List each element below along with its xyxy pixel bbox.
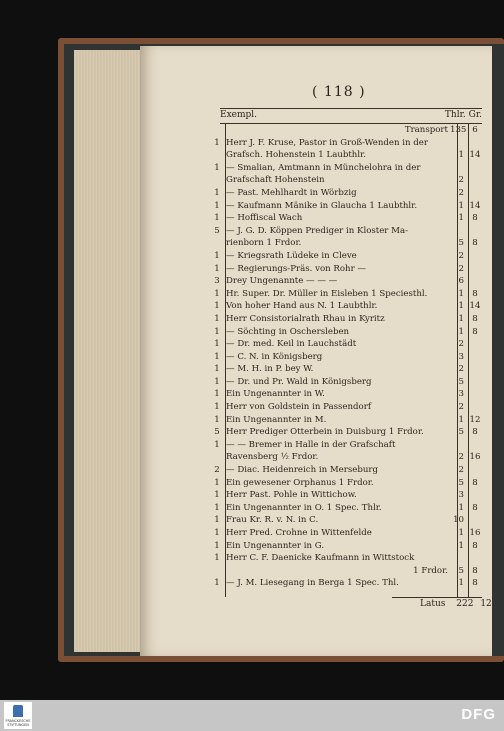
amount-gr: 8: [472, 213, 478, 224]
table-row: [212, 313, 484, 326]
copies-count: 1: [214, 540, 220, 551]
table-row: [212, 502, 484, 515]
donor-entry: Ravensberg ½ Frdor.: [226, 452, 319, 463]
amount-thlr: 1: [458, 528, 464, 538]
copies-count: 1: [214, 213, 220, 224]
copies-count: 1: [214, 339, 220, 350]
amount-thlr: 1: [458, 200, 464, 211]
copies-count: 1: [214, 553, 220, 564]
copies-count: 1: [214, 414, 220, 425]
donor-entry: Grafsch. Hohenstein 1 Laubthlr.: [226, 150, 366, 161]
amount-gr: 8: [472, 540, 478, 551]
donor-entry: Herr Pred. Crohne in Wittenfelde: [226, 528, 372, 538]
amount-thlr: 1: [458, 540, 464, 551]
copies-count: 1: [214, 578, 220, 589]
amount-gr: 8: [472, 578, 478, 589]
table-row: [212, 288, 484, 301]
amount-thlr: 10: [453, 515, 464, 526]
donor-entry: rienborn 1 Frdor.: [226, 238, 302, 249]
amount-thlr: 135: [450, 125, 467, 135]
copies-count: 1: [214, 402, 220, 413]
donor-entry: — Dr. und Pr. Wald in Königsberg: [226, 376, 372, 387]
amount-gr: 14: [469, 200, 481, 211]
donor-entry: Von hoher Hand aus N. 1 Laubthlr.: [226, 301, 378, 312]
latus-total: [420, 599, 492, 609]
donor-entry: Ein Ungenannter in O. 1 Spec. Thlr.: [226, 502, 382, 513]
donor-entry: — Söchting in Oschersleben: [226, 326, 350, 337]
copies-count: 1: [214, 389, 220, 400]
table-row: [212, 237, 484, 250]
copies-count: 5: [214, 225, 220, 236]
copies-count: 1: [214, 351, 220, 362]
donor-entry: Herr Consistorialrath Rhau in Kyritz: [226, 313, 385, 324]
header-top-rule: [220, 108, 482, 109]
amount-thlr: 1: [458, 150, 464, 161]
table-row: [212, 200, 484, 213]
amount-thlr: 1: [458, 288, 464, 299]
donor-entry: — M. H. in P. bey W.: [226, 364, 314, 375]
page-edges: [74, 50, 144, 652]
copies-count: 1: [214, 490, 220, 501]
donor-entry: — Diac. Heidenreich in Merseburg: [226, 465, 378, 476]
donor-entry: Ein gewesener Orphanus 1 Frdor.: [226, 477, 374, 488]
donor-entry: Ein Ungenannter in G.: [226, 540, 325, 551]
copies-count: 2: [214, 465, 220, 476]
amount-gr: 8: [472, 427, 478, 438]
copies-count: 5: [214, 427, 220, 438]
amount-gr: 8: [472, 477, 478, 488]
table-row: [212, 451, 484, 464]
amount-thlr: 2: [458, 465, 464, 476]
amount-gr: 16: [469, 528, 481, 538]
donor-entry: — Kriegsrath Lüdeke in Cleve: [226, 250, 357, 261]
amount-thlr: 2: [458, 187, 464, 198]
donor-entry: — Dr. med. Keil in Lauchstädt: [226, 339, 357, 350]
donor-entry: Drey Ungenannte — — —: [226, 276, 338, 287]
amount-thlr: 1: [458, 578, 464, 589]
table-row: [212, 552, 484, 565]
amount-gr: 8: [472, 313, 478, 324]
donor-entry: — Regierungs-Präs. von Rohr —: [226, 263, 367, 274]
table-row: [212, 225, 484, 238]
dfg-logo: DFG: [461, 706, 496, 723]
amount-gr: 16: [469, 452, 481, 463]
table-row: [212, 489, 484, 502]
table-row: [212, 376, 484, 389]
table-row: [212, 426, 484, 439]
copies-count: 1: [214, 364, 220, 375]
copies-count: 1: [214, 515, 220, 526]
donor-entry: Transport: [404, 125, 448, 135]
table-row: [212, 514, 484, 527]
donor-entry: Herr von Goldstein in Passendorf: [226, 402, 372, 413]
table-row: [212, 174, 484, 187]
table-row: [212, 527, 484, 540]
donor-entry: — — Bremer in Halle in der Grafschaft: [226, 439, 396, 450]
donor-entry: — Smalian, Amtmann in Münchelohra in der: [226, 162, 421, 173]
amount-gr: 12: [469, 414, 481, 425]
amount-gr: 8: [472, 326, 478, 337]
amount-thlr: 2: [458, 402, 464, 413]
donor-entry: Grafschaft Hohenstein: [226, 175, 325, 186]
donor-entry: — J. G. D. Köppen Prediger in Kloster Ma-: [226, 225, 408, 236]
donor-entry: Hr. Super. Dr. Müller in Eisleben 1 Speciesthl.: [226, 288, 428, 299]
copies-count: 1: [214, 301, 220, 312]
donor-entry: — Kaufmann Mänike in Glaucha 1 Laubthlr.: [226, 200, 418, 211]
copies-count: 1: [214, 250, 220, 261]
amount-thlr: 6: [458, 276, 464, 287]
amount-thlr: 1: [458, 414, 464, 425]
copies-count: 1: [214, 263, 220, 274]
amount-gr: 6: [472, 125, 478, 135]
amount-thlr: 2: [458, 339, 464, 350]
copies-count: 1: [214, 528, 220, 538]
amount-thlr: 5: [458, 477, 464, 488]
table-row: [212, 388, 484, 401]
amount-thlr: 2: [458, 175, 464, 186]
table-row: [212, 414, 484, 427]
header-currency: Thlr. Gr.: [444, 110, 482, 120]
table-row: [212, 540, 484, 553]
table-row: [212, 565, 484, 578]
sum-rule: [392, 597, 482, 598]
donor-entry: 1 Frdor.: [413, 565, 448, 576]
amount-thlr: 2: [458, 263, 464, 274]
amount-gr: 8: [472, 502, 478, 513]
amount-thlr: 5: [458, 238, 464, 249]
copies-count: 1: [214, 477, 220, 488]
copies-count: 1: [214, 137, 220, 148]
donor-entry: Frau Kr. R. v. N. in C.: [226, 515, 319, 526]
donor-entry: — Hoffiscal Wach: [226, 213, 303, 224]
copies-count: 3: [214, 276, 220, 287]
amount-thlr: 2: [458, 364, 464, 375]
copies-count: 1: [214, 313, 220, 324]
amount-thlr: 5: [458, 427, 464, 438]
donor-entry: — J. M. Liesegang in Berga 1 Spec. Thl.: [226, 578, 399, 589]
donor-entry: Ein Ungenannter in W.: [226, 389, 325, 400]
latus-thlr: 222: [456, 599, 474, 609]
table-header: [220, 110, 482, 124]
table-row: [212, 477, 484, 490]
amount-gr: 14: [469, 150, 481, 161]
donor-entry: Herr C. F. Daenicke Kaufmann in Wittstock: [226, 553, 415, 564]
amount-thlr: 3: [458, 351, 464, 362]
amount-gr: 8: [472, 238, 478, 249]
donor-entry: Herr J. F. Kruse, Pastor in Groß-Wenden in der: [226, 137, 428, 148]
table-row: [212, 439, 484, 452]
donor-entry: — Past. Mehlhardt in Wörbzig: [226, 187, 357, 198]
amount-thlr: 5: [458, 376, 464, 387]
copies-count: 1: [214, 502, 220, 513]
table-row: [212, 263, 484, 276]
amount-thlr: 1: [458, 213, 464, 224]
table-row: [212, 401, 484, 414]
latus-gr: 12: [480, 599, 492, 609]
header-exempl: Exempl.: [220, 110, 258, 120]
amount-gr: 8: [472, 288, 478, 299]
amount-thlr: 2: [458, 250, 464, 261]
logo-mark-icon: [13, 705, 23, 717]
table-row: [212, 250, 484, 263]
amount-thlr: 2: [458, 452, 464, 463]
amount-thlr: 5: [458, 565, 464, 576]
table-row: [212, 162, 484, 175]
donor-entry: Ein Ungenannter in M.: [226, 414, 327, 425]
table-row: [212, 275, 484, 288]
amount-thlr: 3: [458, 490, 464, 501]
table-row: [212, 464, 484, 477]
institution-logo: [4, 702, 32, 729]
table-row: [212, 338, 484, 351]
amount-thlr: 1: [458, 326, 464, 337]
amount-thlr: 1: [458, 313, 464, 324]
copies-count: 1: [214, 187, 220, 198]
viewer-footer-bar: [0, 700, 504, 731]
amount-thlr: 3: [458, 389, 464, 400]
table-row: [212, 351, 484, 364]
donor-entry: — C. N. in Königsberg: [226, 351, 323, 362]
amount-thlr: 1: [458, 502, 464, 513]
logo-text: FRANCKESCHE STIFTUNGEN: [5, 719, 31, 727]
donor-list: [212, 124, 484, 590]
amount-thlr: 1: [458, 301, 464, 312]
table-row: [212, 300, 484, 313]
table-row: [212, 149, 484, 162]
amount-gr: 8: [472, 565, 478, 576]
latus-label: Latus: [420, 599, 446, 609]
amount-gr: 14: [469, 301, 481, 312]
copies-count: 1: [214, 439, 220, 450]
table-row: [212, 326, 484, 339]
copies-count: 1: [214, 200, 220, 211]
table-row: [212, 363, 484, 376]
page-number: ( 118 ): [312, 84, 366, 100]
table-row: [212, 577, 484, 590]
table-row: [212, 124, 484, 137]
copies-count: 1: [214, 162, 220, 173]
copies-count: 1: [214, 326, 220, 337]
table-row: [212, 137, 484, 150]
copies-count: 1: [214, 288, 220, 299]
donor-entry: Herr Prediger Otterbein in Duisburg 1 Frdor.: [226, 427, 424, 438]
copies-count: 1: [214, 376, 220, 387]
donor-entry: Herr Past. Pohle in Wittichow.: [226, 490, 357, 501]
table-row: [212, 187, 484, 200]
table-row: [212, 212, 484, 225]
